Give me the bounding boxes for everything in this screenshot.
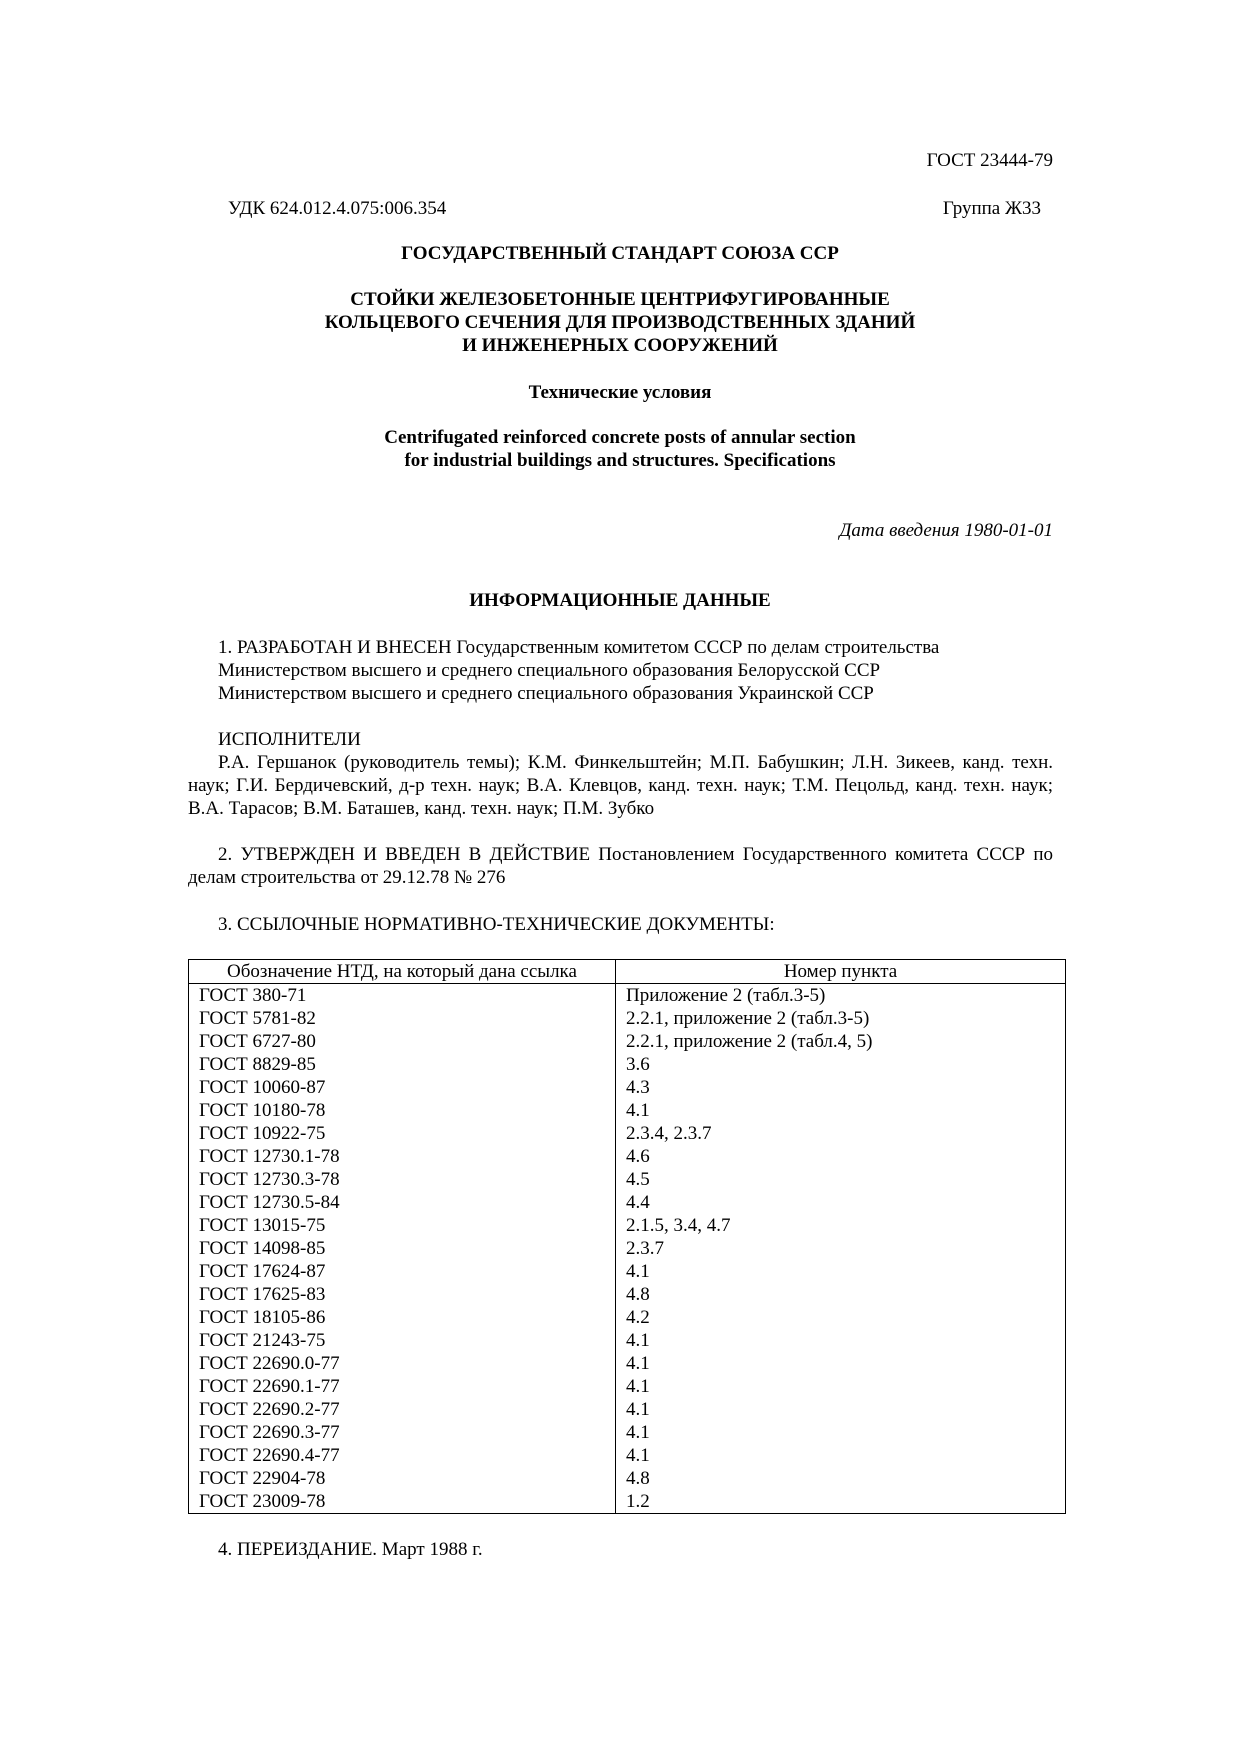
clause-number-cell: 4.1 (626, 1376, 650, 1397)
ntd-designation-cell: ГОСТ 10060-87 (189, 1076, 616, 1099)
ntd-designation-cell: ГОСТ 21243-75 (189, 1329, 616, 1352)
table-row (189, 1352, 1066, 1375)
table-row (189, 984, 1066, 1008)
english-title-line-2: for industrial buildings and structures. Specifications (404, 450, 836, 471)
subtitle: Технические условия (528, 382, 712, 403)
ntd-designation-cell: ГОСТ 22690.0-77 (189, 1352, 616, 1375)
ntd-designation-cell: ГОСТ 22690.4-77 (189, 1444, 616, 1467)
ntd-designation-cell: ГОСТ 22690.3-77 (189, 1421, 616, 1444)
english-title-line-1: Centrifugated reinforced concrete posts of annular section (384, 427, 856, 448)
item1-line-3: Министерством высшего и среднего специального образования Украинской ССР (218, 683, 874, 704)
ntd-designation-cell: ГОСТ 5781-82 (189, 1007, 616, 1030)
clause-number-cell: 4.6 (626, 1146, 650, 1167)
table-row (189, 1283, 1066, 1306)
ntd-designation-cell: ГОСТ 10180-78 (189, 1099, 616, 1122)
item3-text: 3. ССЫЛОЧНЫЕ НОРМАТИВНО-ТЕХНИЧЕСКИЕ ДОКУМЕНТЫ: (218, 914, 775, 935)
table-header-designation: Обозначение НТД, на который дана ссылка (189, 960, 616, 984)
title-line-1: СТОЙКИ ЖЕЛЕЗОБЕТОННЫЕ ЦЕНТРИФУГИРОВАННЫЕ (350, 289, 890, 310)
clause-number-cell: 4.8 (626, 1468, 650, 1489)
table-row (189, 1122, 1066, 1145)
clause-number-cell: 4.1 (626, 1399, 650, 1420)
clause-number-cell: 4.1 (626, 1330, 650, 1351)
ntd-designation-cell: ГОСТ 18105-86 (189, 1306, 616, 1329)
table-row (189, 1191, 1066, 1214)
gost-number: ГОСТ 23444-79 (926, 150, 1053, 171)
item1-line-2: Министерством высшего и среднего специального образования Белорусской ССР (218, 660, 881, 681)
clause-number-cell: 4.1 (626, 1353, 650, 1374)
table-row (189, 1145, 1066, 1168)
ntd-designation-cell: ГОСТ 380-71 (189, 984, 616, 1008)
clause-number-cell: 2.2.1, приложение 2 (табл.3-5) (626, 1008, 870, 1029)
table-row (189, 1306, 1066, 1329)
ntd-designation-cell: ГОСТ 13015-75 (189, 1214, 616, 1237)
clause-number-cell: 4.1 (626, 1261, 650, 1282)
ntd-designation-cell: ГОСТ 12730.5-84 (189, 1191, 616, 1214)
item2-text: 2. УТВЕРЖДЕН И ВВЕДЕН В ДЕЙСТВИЕ Постановлением Государственного комитета СССР по делам строительства от 29.12.78 № 276 (188, 844, 1053, 888)
clause-number-cell: Приложение 2 (табл.3-5) (626, 985, 826, 1006)
table-row (189, 1467, 1066, 1490)
ntd-designation-cell: ГОСТ 12730.1-78 (189, 1145, 616, 1168)
table-row (189, 1007, 1066, 1030)
info-heading: ИНФОРМАЦИОННЫЕ ДАННЫЕ (469, 590, 771, 611)
clause-number-cell: 4.2 (626, 1307, 650, 1328)
table-row (189, 1237, 1066, 1260)
clause-number-cell: 2.3.7 (626, 1238, 664, 1259)
table-row (189, 1421, 1066, 1444)
title-line-2: КОЛЬЦЕВОГО СЕЧЕНИЯ ДЛЯ ПРОИЗВОДСТВЕННЫХ ЗДАНИЙ (324, 312, 916, 333)
ntd-designation-cell: ГОСТ 10922-75 (189, 1122, 616, 1145)
clause-number-cell: 2.3.4, 2.3.7 (626, 1123, 712, 1144)
ntd-designation-cell: ГОСТ 17624-87 (189, 1260, 616, 1283)
introduction-date: Дата введения 1980-01-01 (839, 520, 1053, 541)
clause-number-cell: 4.1 (626, 1422, 650, 1443)
table-row (189, 1444, 1066, 1467)
table-header-row (189, 960, 1066, 984)
table-row (189, 1214, 1066, 1237)
executors-label: ИСПОЛНИТЕЛИ (218, 729, 361, 750)
ntd-designation-cell: ГОСТ 17625-83 (189, 1283, 616, 1306)
executors-text: Р.А. Гершанок (руководитель темы); К.М. Финкельштейн; М.П. Бабушкин; Л.Н. Зикеев, канд. техн. наук; Г.И. Бердичевский, д-р техн. наук; В.А. Клевцов, канд. техн. наук; Т.М. Пецольд, канд. техн. наук; В.А. Тарасов; В.М. Баташев, канд. техн. наук; П.М. Зубко (188, 752, 1053, 819)
title-line-3: И ИНЖЕНЕРНЫХ СООРУЖЕНИЙ (462, 335, 778, 356)
ntd-designation-cell: ГОСТ 22904-78 (189, 1467, 616, 1490)
table-header-clause: Номер пункта (616, 960, 1066, 984)
table-row (189, 1398, 1066, 1421)
ntd-designation-cell: ГОСТ 14098-85 (189, 1237, 616, 1260)
clause-number-cell: 2.2.1, приложение 2 (табл.4, 5) (626, 1031, 873, 1052)
ntd-designation-cell: ГОСТ 23009-78 (189, 1490, 616, 1514)
clause-number-cell: 4.4 (626, 1192, 650, 1213)
clause-number-cell: 4.8 (626, 1284, 650, 1305)
ntd-designation-cell: ГОСТ 6727-80 (189, 1030, 616, 1053)
table-row (189, 1099, 1066, 1122)
group-code: Группа Ж33 (942, 198, 1041, 219)
table-row (189, 1375, 1066, 1398)
item1-line-1: 1. РАЗРАБОТАН И ВНЕСЕН Государственным комитетом СССР по делам строительства (218, 637, 940, 658)
table-row (189, 1168, 1066, 1191)
table-row (189, 1076, 1066, 1099)
table-row (189, 1329, 1066, 1352)
table-row (189, 1053, 1066, 1076)
clause-number-cell: 1.2 (626, 1491, 650, 1512)
clause-number-cell: 4.5 (626, 1169, 650, 1190)
clause-number-cell: 4.1 (626, 1445, 650, 1466)
table-body (189, 984, 1066, 1514)
table-row (189, 1490, 1066, 1514)
udk-code: УДК 624.012.4.075:006.354 (228, 198, 447, 219)
ntd-designation-cell: ГОСТ 12730.3-78 (189, 1168, 616, 1191)
clause-number-cell: 4.3 (626, 1077, 650, 1098)
clause-number-cell: 3.6 (626, 1054, 650, 1075)
ntd-designation-cell: ГОСТ 22690.1-77 (189, 1375, 616, 1398)
state-standard-heading: ГОСУДАРСТВЕННЫЙ СТАНДАРТ СОЮЗА ССР (401, 243, 839, 264)
ntd-designation-cell: ГОСТ 22690.2-77 (189, 1398, 616, 1421)
ntd-designation-cell: ГОСТ 8829-85 (189, 1053, 616, 1076)
clause-number-cell: 4.1 (626, 1100, 650, 1121)
reference-documents-table (188, 959, 1066, 1514)
clause-number-cell: 2.1.5, 3.4, 4.7 (626, 1215, 731, 1236)
table-row (189, 1030, 1066, 1053)
table-row (189, 1260, 1066, 1283)
item4-text: 4. ПЕРЕИЗДАНИЕ. Март 1988 г. (218, 1539, 483, 1560)
